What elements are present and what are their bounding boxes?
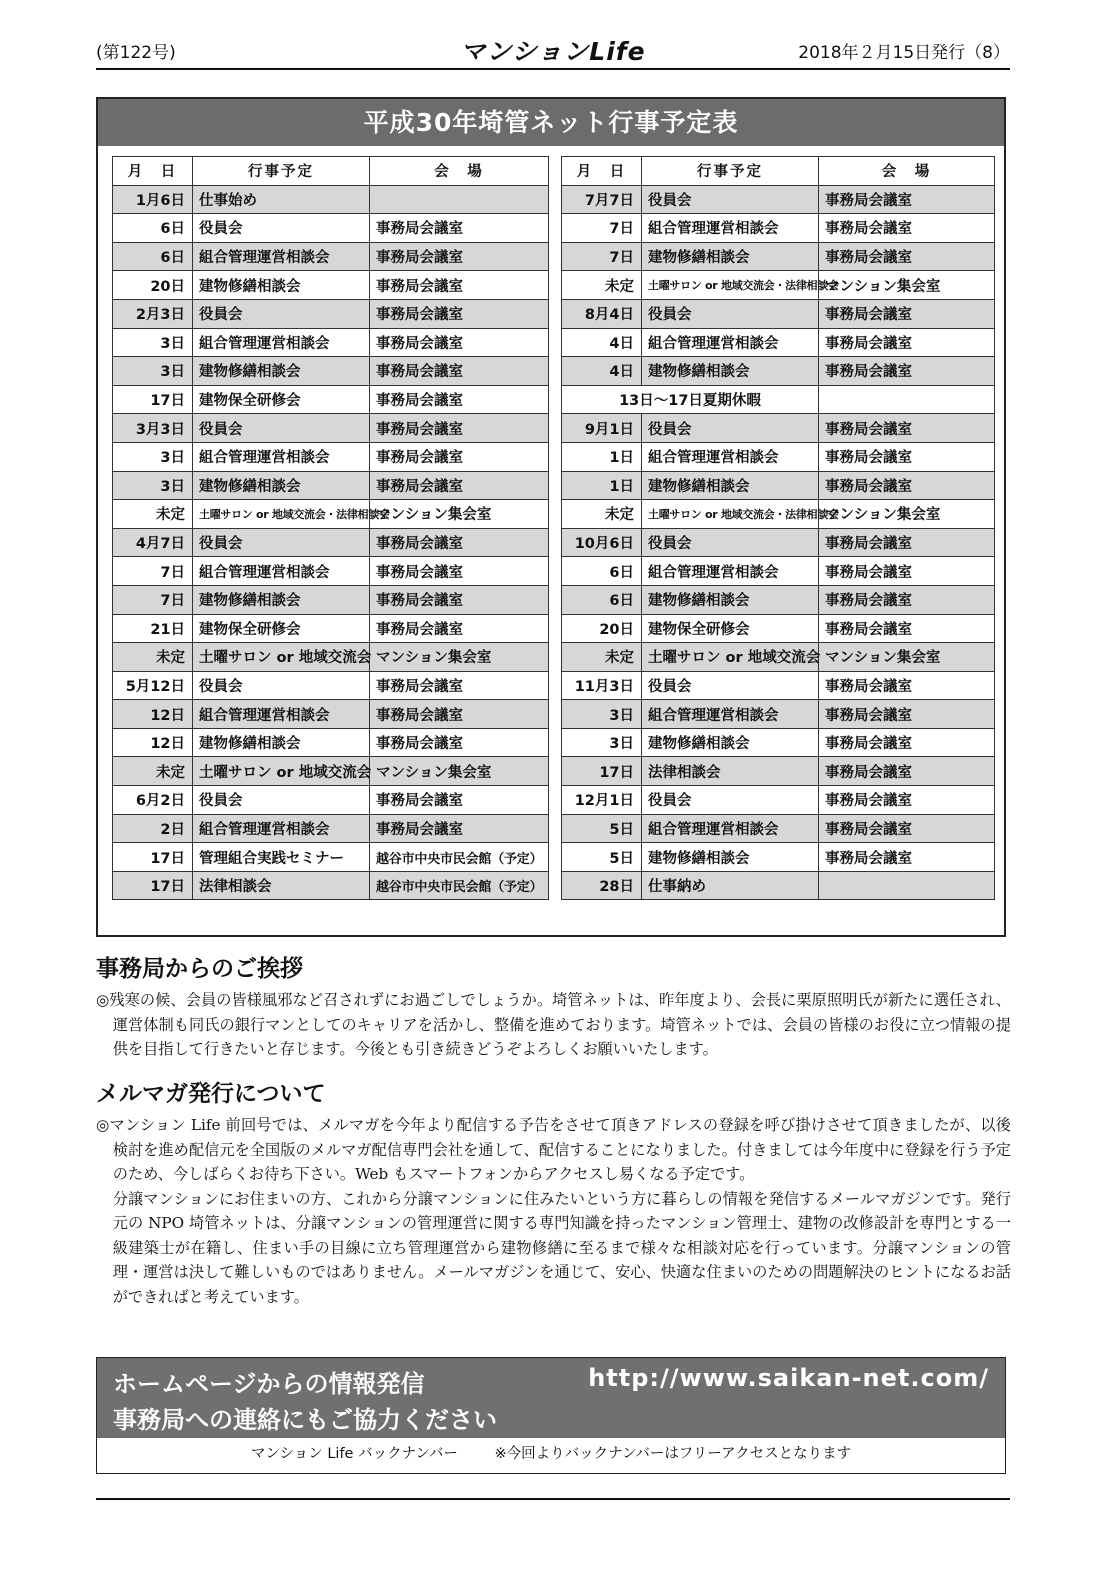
schedule-venue: 事務局会議室 (819, 442, 995, 471)
issue-date: 2018年２月15日発行（8） (798, 43, 1010, 63)
schedule-venue: 事務局会議室 (819, 700, 995, 729)
col-venue: 会 場 (819, 157, 995, 186)
newsletter-title: マンションLife (460, 37, 646, 66)
schedule-venue: 事務局会議室 (819, 585, 995, 614)
schedule-row (113, 414, 549, 443)
schedule-venue: 事務局会議室 (370, 585, 549, 614)
col-date: 月 日 (113, 157, 193, 186)
schedule-date: 5日 (562, 814, 642, 843)
col-venue: 会 場 (370, 157, 549, 186)
schedule-venue: 事務局会議室 (819, 299, 995, 328)
schedule-date: 3日 (113, 471, 193, 500)
schedule-venue (819, 385, 995, 414)
schedule-event: 建物修繕相談会 (193, 728, 370, 757)
mailmag-paragraph-2: 分譲マンションにお住まいの方、これから分譲マンションに住みたいという方に暮らしの情報を発信するメールマガジンです。発行元の NPO 埼管ネットは、分譲マンションの管理運営に関する専門知識を持ったマンション管理士、建物の改修設計を専門とする一級建築士が在籍し、住まい手の目線に立ち管理運営から建物修繕に至るまで様々な相談対応を行っています。分譲マンションの管理・運営は決して難しいものではありません。メールマガジンを通じて、安心、快適な住まいのための問題解決のヒントになるお話ができればと考えています。 (112, 1189, 1011, 1306)
schedule-row (113, 814, 549, 843)
footer-rule (96, 1498, 1010, 1500)
schedule-venue: 事務局会議室 (819, 843, 995, 872)
schedule-event: 仕事始め (193, 185, 370, 214)
schedule-row (113, 843, 549, 872)
schedule-venue: 事務局会議室 (370, 299, 549, 328)
schedule-date: 7日 (113, 557, 193, 586)
schedule-date: 2月3日 (113, 299, 193, 328)
schedule-venue: 事務局会議室 (819, 671, 995, 700)
schedule-date: 10月6日 (562, 528, 642, 557)
schedule-venue: 事務局会議室 (370, 728, 549, 757)
schedule-box (96, 97, 1006, 937)
schedule-venue: 越谷市中央市民会館（予定） (370, 871, 549, 900)
schedule-venue: 事務局会議室 (819, 814, 995, 843)
schedule-venue: 事務局会議室 (819, 357, 995, 386)
schedule-event: 役員会 (193, 786, 370, 815)
schedule-title: 平成30年埼管ネット行事予定表 (98, 99, 1004, 146)
schedule-event: 建物修繕相談会 (193, 271, 370, 300)
schedule-date: 28日 (562, 871, 642, 900)
schedule-row (562, 328, 995, 357)
header-rule (96, 68, 1010, 70)
schedule-row (113, 271, 549, 300)
schedule-venue: 事務局会議室 (819, 757, 995, 786)
schedule-event: 役員会 (193, 414, 370, 443)
greeting-body (96, 988, 1011, 1062)
schedule-row (113, 385, 549, 414)
schedule-event: 役員会 (193, 299, 370, 328)
schedule-row (562, 814, 995, 843)
schedule-date: 6日 (113, 242, 193, 271)
schedule-date: 1月6日 (113, 185, 193, 214)
schedule-event: 組合管理運営相談会 (642, 814, 819, 843)
schedule-date: 7日 (562, 214, 642, 243)
schedule-event: 役員会 (642, 414, 819, 443)
schedule-event: 建物修繕相談会 (642, 585, 819, 614)
schedule-date: 6日 (113, 214, 193, 243)
schedule-venue: 事務局会議室 (370, 614, 549, 643)
schedule-event: 建物修繕相談会 (642, 242, 819, 271)
schedule-venue: 事務局会議室 (819, 328, 995, 357)
homepage-box (96, 1357, 1006, 1474)
schedule-venue: マンション集会室 (819, 643, 995, 672)
schedule-date: 9月1日 (562, 414, 642, 443)
schedule-venue: 事務局会議室 (370, 385, 549, 414)
schedule-date: 未定 (562, 643, 642, 672)
schedule-event: 土曜サロン or 地域交流会 (193, 643, 370, 672)
schedule-event: 役員会 (642, 185, 819, 214)
schedule-row (562, 185, 995, 214)
schedule-event: 役員会 (642, 786, 819, 815)
schedule-venue: 事務局会議室 (370, 357, 549, 386)
greeting-heading: 事務局からのご挨拶 (96, 955, 303, 982)
schedule-date: 3月3日 (113, 414, 193, 443)
schedule-venue: 事務局会議室 (370, 242, 549, 271)
schedule-row (113, 585, 549, 614)
schedule-date: 17日 (562, 757, 642, 786)
schedule-row (113, 500, 549, 529)
schedule-date: 未定 (562, 271, 642, 300)
schedule-row (562, 871, 995, 900)
schedule-row (562, 843, 995, 872)
schedule-row (113, 299, 549, 328)
schedule-event: 仕事納め (642, 871, 819, 900)
col-event: 行事予定 (193, 157, 370, 186)
schedule-event: 土曜サロン or 地域交流会 (193, 757, 370, 786)
schedule-table-left (112, 156, 549, 900)
schedule-venue: 事務局会議室 (819, 414, 995, 443)
schedule-row (113, 557, 549, 586)
schedule-row (562, 471, 995, 500)
schedule-date: 20日 (113, 271, 193, 300)
schedule-event: 土曜サロン or 地域交流会・法律相談会 (642, 500, 819, 529)
schedule-date: 2日 (113, 814, 193, 843)
schedule-row (113, 528, 549, 557)
schedule-row (562, 643, 995, 672)
mailmag-paragraph-1: ◎マンション Life 前回号では、メルマガを今年より配信する予告をさせて頂きアドレスの登録を呼び掛けさせて頂きましたが、以後検討を進め配信元を全国版のメルマガ配信専門会社を通して、配信することになりました。付きましては今年度中に登録を行う予定のため、今しばらくお待ち下さい。Web もスマートフォンからアクセスし易くなる予定です。 (96, 1116, 1011, 1183)
schedule-venue: 事務局会議室 (819, 786, 995, 815)
schedule-date: 11月3日 (562, 671, 642, 700)
schedule-row (113, 643, 549, 672)
schedule-venue: 事務局会議室 (370, 557, 549, 586)
schedule-event: 建物修繕相談会 (193, 357, 370, 386)
schedule-event: 建物修繕相談会 (642, 728, 819, 757)
homepage-band (97, 1358, 1005, 1438)
schedule-date: 17日 (113, 385, 193, 414)
schedule-event: 土曜サロン or 地域交流会・法律相談会 (193, 500, 370, 529)
schedule-event: 役員会 (193, 528, 370, 557)
schedule-event: 組合管理運営相談会 (642, 557, 819, 586)
schedule-row (562, 271, 995, 300)
schedule-venue: マンション集会室 (370, 757, 549, 786)
schedule-date: 1日 (562, 442, 642, 471)
schedule-venue: 事務局会議室 (819, 185, 995, 214)
schedule-row (562, 585, 995, 614)
schedule-date: 6日 (562, 557, 642, 586)
schedule-event: 役員会 (193, 214, 370, 243)
schedule-event: 法律相談会 (642, 757, 819, 786)
schedule-event: 組合管理運営相談会 (642, 214, 819, 243)
schedule-date: 未定 (113, 757, 193, 786)
schedule-date: 12月1日 (562, 786, 642, 815)
schedule-event: 役員会 (193, 671, 370, 700)
schedule-event: 建物保全研修会 (193, 614, 370, 643)
schedule-event: 建物保全研修会 (642, 614, 819, 643)
schedule-venue: マンション集会室 (819, 500, 995, 529)
schedule-event: 組合管理運営相談会 (642, 328, 819, 357)
schedule-venue: 事務局会議室 (370, 328, 549, 357)
schedule-venue: 事務局会議室 (819, 214, 995, 243)
schedule-row (562, 557, 995, 586)
schedule-date: 3日 (113, 442, 193, 471)
schedule-event: 組合管理運営相談会 (193, 557, 370, 586)
schedule-venue: マンション集会室 (370, 500, 549, 529)
schedule-venue: 事務局会議室 (370, 414, 549, 443)
homepage-line1: ホームページからの情報発信 (113, 1370, 425, 1398)
page-header (96, 36, 1010, 66)
schedule-event: 土曜サロン or 地域交流会・法律相談会 (642, 271, 819, 300)
mailmag-body (96, 1113, 1011, 1309)
schedule-row (562, 500, 995, 529)
schedule-venue (370, 185, 549, 214)
schedule-row (562, 414, 995, 443)
schedule-venue: 事務局会議室 (370, 528, 549, 557)
schedule-table-right (561, 156, 995, 900)
schedule-date: 8月4日 (562, 299, 642, 328)
schedule-date: 3日 (113, 357, 193, 386)
schedule-event: 土曜サロン or 地域交流会 (642, 643, 819, 672)
schedule-date: 12日 (113, 700, 193, 729)
schedule-venue: 事務局会議室 (819, 471, 995, 500)
schedule-venue: マンション集会室 (370, 643, 549, 672)
schedule-event: 建物保全研修会 (193, 385, 370, 414)
schedule-date: 7日 (562, 242, 642, 271)
schedule-event: 法律相談会 (193, 871, 370, 900)
schedule-venue: 事務局会議室 (819, 528, 995, 557)
schedule-venue: 事務局会議室 (370, 442, 549, 471)
schedule-row (562, 614, 995, 643)
schedule-row (113, 442, 549, 471)
schedule-event: 組合管理運営相談会 (193, 814, 370, 843)
schedule-row (113, 871, 549, 900)
schedule-date: 7月7日 (562, 185, 642, 214)
schedule-venue: 事務局会議室 (370, 700, 549, 729)
schedule-event: 組合管理運営相談会 (642, 700, 819, 729)
schedule-event: 管理組合実践セミナー (193, 843, 370, 872)
schedule-row (113, 185, 549, 214)
schedule-row (113, 786, 549, 815)
schedule-event: 建物修繕相談会 (193, 471, 370, 500)
schedule-event: 役員会 (642, 299, 819, 328)
schedule-date: 未定 (113, 500, 193, 529)
schedule-row (562, 757, 995, 786)
schedule-event: 建物修繕相談会 (193, 585, 370, 614)
schedule-venue: 事務局会議室 (819, 614, 995, 643)
schedule-row (562, 385, 995, 414)
schedule-row (113, 757, 549, 786)
schedule-row (113, 214, 549, 243)
schedule-venue: 事務局会議室 (819, 242, 995, 271)
schedule-event: 建物修繕相談会 (642, 471, 819, 500)
schedule-event: 役員会 (642, 528, 819, 557)
col-event: 行事予定 (642, 157, 819, 186)
schedule-row (562, 357, 995, 386)
schedule-row (562, 700, 995, 729)
schedule-row (113, 328, 549, 357)
schedule-venue: 事務局会議室 (370, 814, 549, 843)
schedule-event: 建物修繕相談会 (642, 357, 819, 386)
schedule-row (113, 357, 549, 386)
schedule-venue: 事務局会議室 (819, 557, 995, 586)
schedule-span-note: 13日〜17日夏期休暇 (562, 385, 819, 414)
schedule-date: 4日 (562, 328, 642, 357)
schedule-venue: 事務局会議室 (370, 671, 549, 700)
schedule-row (562, 671, 995, 700)
schedule-date: 未定 (113, 643, 193, 672)
schedule-event: 組合管理運営相談会 (642, 442, 819, 471)
schedule-date: 17日 (113, 843, 193, 872)
schedule-date: 5月12日 (113, 671, 193, 700)
schedule-row (562, 728, 995, 757)
schedule-row (562, 242, 995, 271)
backnumber-row (97, 1442, 1005, 1463)
schedule-row (113, 242, 549, 271)
schedule-event: 役員会 (642, 671, 819, 700)
schedule-venue: 事務局会議室 (370, 786, 549, 815)
schedule-date: 3日 (562, 728, 642, 757)
schedule-row (113, 700, 549, 729)
schedule-date: 1日 (562, 471, 642, 500)
schedule-date: 5日 (562, 843, 642, 872)
schedule-date: 未定 (562, 500, 642, 529)
schedule-row (113, 671, 549, 700)
schedule-row (562, 442, 995, 471)
schedule-venue: マンション集会室 (819, 271, 995, 300)
schedule-date: 3日 (562, 700, 642, 729)
schedule-row (113, 471, 549, 500)
schedule-row (562, 299, 995, 328)
schedule-date: 20日 (562, 614, 642, 643)
greeting-paragraph: ◎残寒の候、会員の皆様風邪など召されずにお過ごしでしょうか。埼管ネットは、昨年度より、会長に栗原照明氏が新たに選任され、運営体制も同氏の銀行マンとしてのキャリアを活かし、整備を進めております。埼管ネットでは、会員の皆様のお役に立つ情報の提供を目指して行きたいと存じます。今後とも引き続きどうぞよろしくお願いいたします。 (96, 991, 1011, 1058)
schedule-venue: 事務局会議室 (819, 728, 995, 757)
schedule-venue: 越谷市中央市民会館（予定） (370, 843, 549, 872)
col-date: 月 日 (562, 157, 642, 186)
issue-number: (第122号) (96, 43, 176, 63)
schedule-date: 12日 (113, 728, 193, 757)
schedule-date: 6月2日 (113, 786, 193, 815)
schedule-date: 4日 (562, 357, 642, 386)
homepage-url-link[interactable]: http://www.saikan-net.com/ (588, 1364, 989, 1392)
schedule-row (562, 214, 995, 243)
schedule-row (562, 786, 995, 815)
schedule-date: 17日 (113, 871, 193, 900)
schedule-row (113, 614, 549, 643)
schedule-event: 組合管理運営相談会 (193, 700, 370, 729)
schedule-date: 4月7日 (113, 528, 193, 557)
schedule-venue: 事務局会議室 (370, 214, 549, 243)
schedule-venue (819, 871, 995, 900)
schedule-venue: 事務局会議室 (370, 271, 549, 300)
backnumber-link[interactable]: マンション Life バックナンバー (250, 1446, 458, 1462)
mailmag-heading: メルマガ発行について (96, 1080, 326, 1107)
backnumber-note: ※今回よりバックナンバーはフリーアクセスとなります (494, 1446, 852, 1462)
schedule-venue: 事務局会議室 (370, 471, 549, 500)
schedule-event: 組合管理運営相談会 (193, 242, 370, 271)
schedule-row (113, 728, 549, 757)
schedule-event: 組合管理運営相談会 (193, 328, 370, 357)
schedule-event: 建物修繕相談会 (642, 843, 819, 872)
schedule-date: 6日 (562, 585, 642, 614)
schedule-event: 組合管理運営相談会 (193, 442, 370, 471)
schedule-date: 3日 (113, 328, 193, 357)
schedule-row (562, 528, 995, 557)
schedule-date: 21日 (113, 614, 193, 643)
homepage-line2: 事務局への連絡にもご協力ください (113, 1406, 497, 1434)
schedule-date: 7日 (113, 585, 193, 614)
